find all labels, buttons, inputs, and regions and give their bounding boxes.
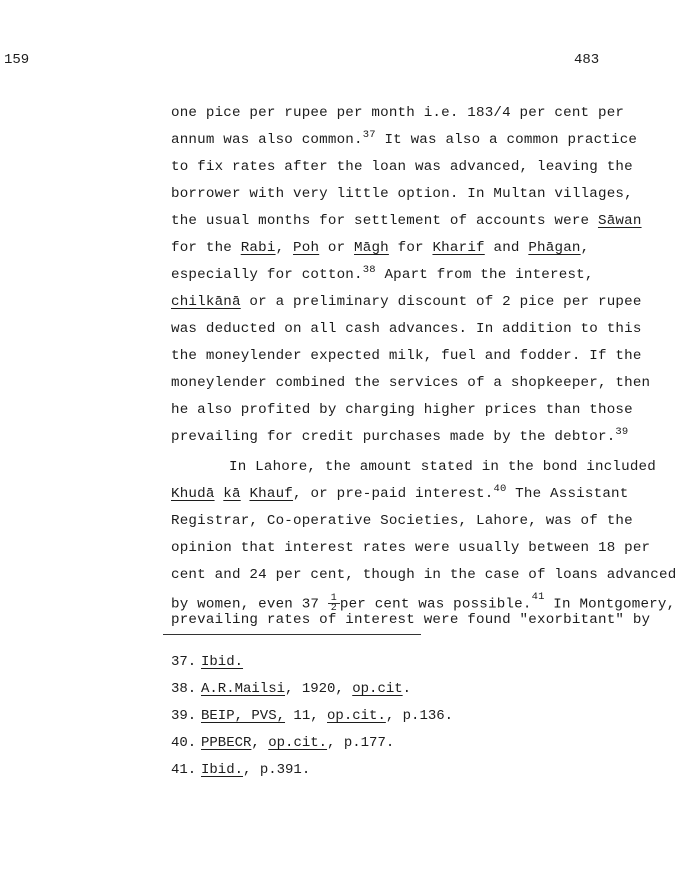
footnote-number: 37.	[171, 654, 197, 670]
footnote-item	[171, 654, 243, 670]
text-line: Registrar, Co-operative Societies, Lahore, was of the	[171, 513, 633, 529]
footnote-text: , p.391.	[243, 762, 311, 778]
text-line: the moneylender expected milk, fuel and fodder. If the	[171, 348, 642, 364]
text-line: the usual months for settlement of accounts were Sāwan	[171, 213, 642, 229]
text-line: by women, even 37 $\frac{1}{2}$ per cent was possible.$^{41}$ In Montgomery,	[171, 591, 676, 614]
text-line: for the Rabi, Poh or Māgh for Kharif and Phāgan,	[171, 240, 590, 256]
footnote-item	[171, 681, 411, 697]
page-number: 483	[574, 52, 600, 68]
footnote-ref: 38	[362, 264, 376, 276]
footnote-ref: 37	[362, 129, 376, 141]
footnote-citation: Ibid.	[201, 654, 244, 670]
footnote-citation: BEIP, PVS,	[201, 708, 286, 724]
footnote-text: , p.136.	[385, 708, 454, 724]
footnote-text: .	[402, 681, 412, 697]
footnote-number: 39.	[171, 708, 197, 724]
text-line: opinion that interest rates were usually between 18 per	[171, 540, 651, 556]
footnote-citation: op.cit.	[268, 735, 328, 751]
footnote-number: 41.	[171, 762, 197, 778]
footnote-ref: 40	[493, 483, 507, 495]
footnote-citation: op.cit.	[327, 708, 386, 724]
text-line: was deducted on all cash advances. In addition to this	[171, 321, 642, 337]
footnote-rule	[163, 634, 421, 635]
fraction: $\frac{1}{2}$	[328, 594, 340, 613]
footnote-citation: A.R.Mailsi	[201, 681, 286, 697]
footnote-ref: 41	[531, 591, 545, 603]
text-line: prevailing rates of interest were found "exorbitant" by	[171, 612, 651, 628]
text-line: In Lahore, the amount stated in the bond included	[229, 459, 656, 475]
footnote-item	[171, 708, 453, 724]
footnote-text: 11,	[285, 708, 328, 724]
text-line: chilkānā or a preliminary discount of 2 pice per rupee	[171, 294, 642, 310]
text-line: cent and 24 per cent, though in the case of loans advanced	[171, 567, 677, 583]
text-line: especially for cotton.$^{38}$ Apart from the interest,	[171, 264, 594, 283]
text-line: he also profited by charging higher prices than those	[171, 402, 633, 418]
text-line: Khudā kā Khauf, or pre-paid interest.$^{40}$ The Assistant	[171, 483, 629, 502]
text-line: one pice per rupee per month i.e. 183/4 per cent per	[171, 105, 625, 121]
text-line: borrower with very little option. In Multan villages,	[171, 186, 633, 202]
footnote-number: 38.	[171, 681, 197, 697]
corner-page-number: 159	[4, 52, 30, 68]
footnote-item	[171, 735, 394, 751]
footnote-ref: 39	[615, 426, 629, 438]
text-line: moneylender combined the services of a shopkeeper, then	[171, 375, 651, 391]
footnote-number: 40.	[171, 735, 197, 751]
footnote-citation: PPBECR	[201, 735, 252, 751]
footnote-citation: Ibid.	[201, 762, 244, 778]
text-line: to fix rates after the loan was advanced, leaving the	[171, 159, 633, 175]
text-line: annum was also common.$^{37}$ It was also a common practice	[171, 129, 638, 148]
footnote-text: , 1920,	[285, 681, 353, 697]
text-line: prevailing for credit purchases made by the debtor.$^{39}$	[171, 426, 629, 445]
footnote-item	[171, 762, 310, 778]
footnote-citation: op.cit	[352, 681, 403, 697]
footnote-text: , p.177.	[327, 735, 395, 751]
footnote-text: ,	[251, 735, 269, 751]
